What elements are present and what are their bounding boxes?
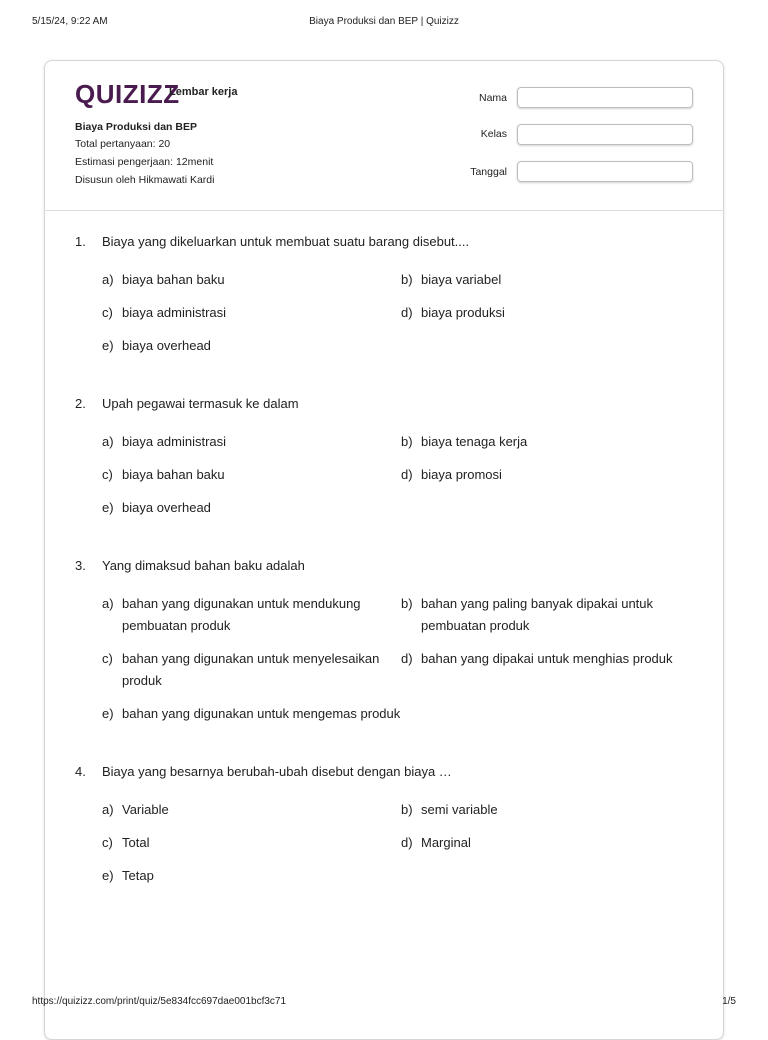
question-number: 3. <box>75 558 86 573</box>
option-letter: e) <box>102 706 114 721</box>
option-letter: e) <box>102 338 114 353</box>
question-item <box>75 557 695 725</box>
answer-option <box>401 269 711 291</box>
quiz-total-questions: Total pertanyaan: 20 <box>75 138 171 150</box>
option-letter: d) <box>401 651 413 666</box>
answer-option <box>401 832 711 854</box>
answer-option <box>401 431 711 453</box>
class-field[interactable] <box>517 124 693 145</box>
question-item <box>75 233 695 357</box>
option-text: Variable <box>122 802 169 817</box>
page-number: 1/5 <box>722 996 736 1007</box>
answer-option <box>401 648 711 692</box>
answer-options <box>102 431 695 519</box>
worksheet-header <box>45 61 723 211</box>
option-letter: d) <box>401 305 413 320</box>
option-letter: b) <box>401 802 413 817</box>
answer-option <box>102 269 401 291</box>
question-number: 4. <box>75 764 86 779</box>
option-letter: d) <box>401 835 413 850</box>
option-text: biaya produksi <box>421 305 505 320</box>
answer-option <box>401 464 711 486</box>
option-letter: e) <box>102 868 114 883</box>
option-text: bahan yang digunakan untuk mendukung pembuatan produk <box>122 596 361 633</box>
worksheet-card <box>44 60 724 1040</box>
option-text: semi variable <box>421 802 498 817</box>
date-field[interactable] <box>517 161 693 182</box>
answer-options <box>102 799 695 887</box>
option-letter: c) <box>102 467 113 482</box>
question-text: Biaya yang dikeluarkan untuk membuat suatu barang disebut.... <box>102 234 470 249</box>
answer-option <box>401 799 711 821</box>
name-label: Nama <box>478 92 507 104</box>
option-text: Tetap <box>122 868 154 883</box>
answer-option <box>102 865 401 887</box>
name-field[interactable] <box>517 87 693 108</box>
question-list <box>45 211 725 925</box>
answer-option <box>102 703 401 725</box>
option-text: Marginal <box>421 835 471 850</box>
option-letter: c) <box>102 835 113 850</box>
option-letter: a) <box>102 272 114 287</box>
option-letter: d) <box>401 467 413 482</box>
question-text: Yang dimaksud bahan baku adalah <box>102 558 305 573</box>
quiz-author: Disusun oleh Hikmawati Kardi <box>75 174 215 186</box>
date-label: Tanggal <box>470 166 507 178</box>
option-text: bahan yang digunakan untuk menyelesaikan produk <box>122 651 380 688</box>
print-header <box>0 12 768 32</box>
option-text: biaya administrasi <box>122 434 227 449</box>
answer-option <box>102 335 401 357</box>
question-item <box>75 763 695 887</box>
option-text: biaya overhead <box>122 500 211 515</box>
answer-option <box>401 593 711 637</box>
answer-option <box>102 431 401 453</box>
option-text: biaya bahan baku <box>122 272 225 287</box>
quizizz-logo: QUIZIZZ <box>75 79 180 109</box>
quiz-title: Biaya Produksi dan BEP <box>75 121 197 133</box>
option-letter: a) <box>102 596 114 611</box>
answer-options <box>102 269 695 357</box>
question-item <box>75 395 695 519</box>
option-letter: b) <box>401 596 413 611</box>
quiz-estimate: Estimasi pengerjaan: 12menit <box>75 156 214 168</box>
option-text: biaya administrasi <box>122 305 227 320</box>
print-url: https://quizizz.com/print/quiz/5e834fcc697dae001bcf3c71 <box>32 996 287 1007</box>
question-text: Upah pegawai termasuk ke dalam <box>102 396 299 411</box>
answer-option <box>102 799 401 821</box>
answer-option <box>102 593 401 637</box>
question-row <box>75 233 695 251</box>
option-text: bahan yang dipakai untuk menghias produk <box>421 651 673 666</box>
answer-option <box>102 832 401 854</box>
option-text: biaya bahan baku <box>122 467 225 482</box>
option-text: Total <box>122 835 150 850</box>
question-row <box>75 557 695 575</box>
option-text: bahan yang digunakan untuk mengemas produk <box>122 706 401 721</box>
question-text: Biaya yang besarnya berubah-ubah disebut dengan biaya … <box>102 764 452 779</box>
answer-options <box>102 593 695 725</box>
answer-option <box>102 464 401 486</box>
class-label: Kelas <box>480 128 507 140</box>
question-number: 1. <box>75 234 86 249</box>
sheet-label: Lembar kerja <box>169 86 238 98</box>
option-text: biaya overhead <box>122 338 211 353</box>
option-letter: e) <box>102 500 114 515</box>
answer-option <box>401 302 711 324</box>
option-letter: c) <box>102 651 113 666</box>
option-letter: b) <box>401 272 413 287</box>
option-letter: c) <box>102 305 113 320</box>
option-letter: a) <box>102 434 114 449</box>
question-row <box>75 763 695 781</box>
option-text: biaya promosi <box>421 467 502 482</box>
option-letter: a) <box>102 802 114 817</box>
question-number: 2. <box>75 396 86 411</box>
option-text: bahan yang paling banyak dipakai untuk pembuatan produk <box>421 596 654 633</box>
option-text: biaya variabel <box>421 272 502 287</box>
option-text: biaya tenaga kerja <box>421 434 528 449</box>
print-title: Biaya Produksi dan BEP | Quizizz <box>309 16 459 27</box>
option-letter: b) <box>401 434 413 449</box>
answer-option <box>102 648 401 692</box>
answer-option <box>102 302 401 324</box>
answer-option <box>102 497 401 519</box>
question-row <box>75 395 695 413</box>
print-datetime: 5/15/24, 9:22 AM <box>32 16 108 27</box>
